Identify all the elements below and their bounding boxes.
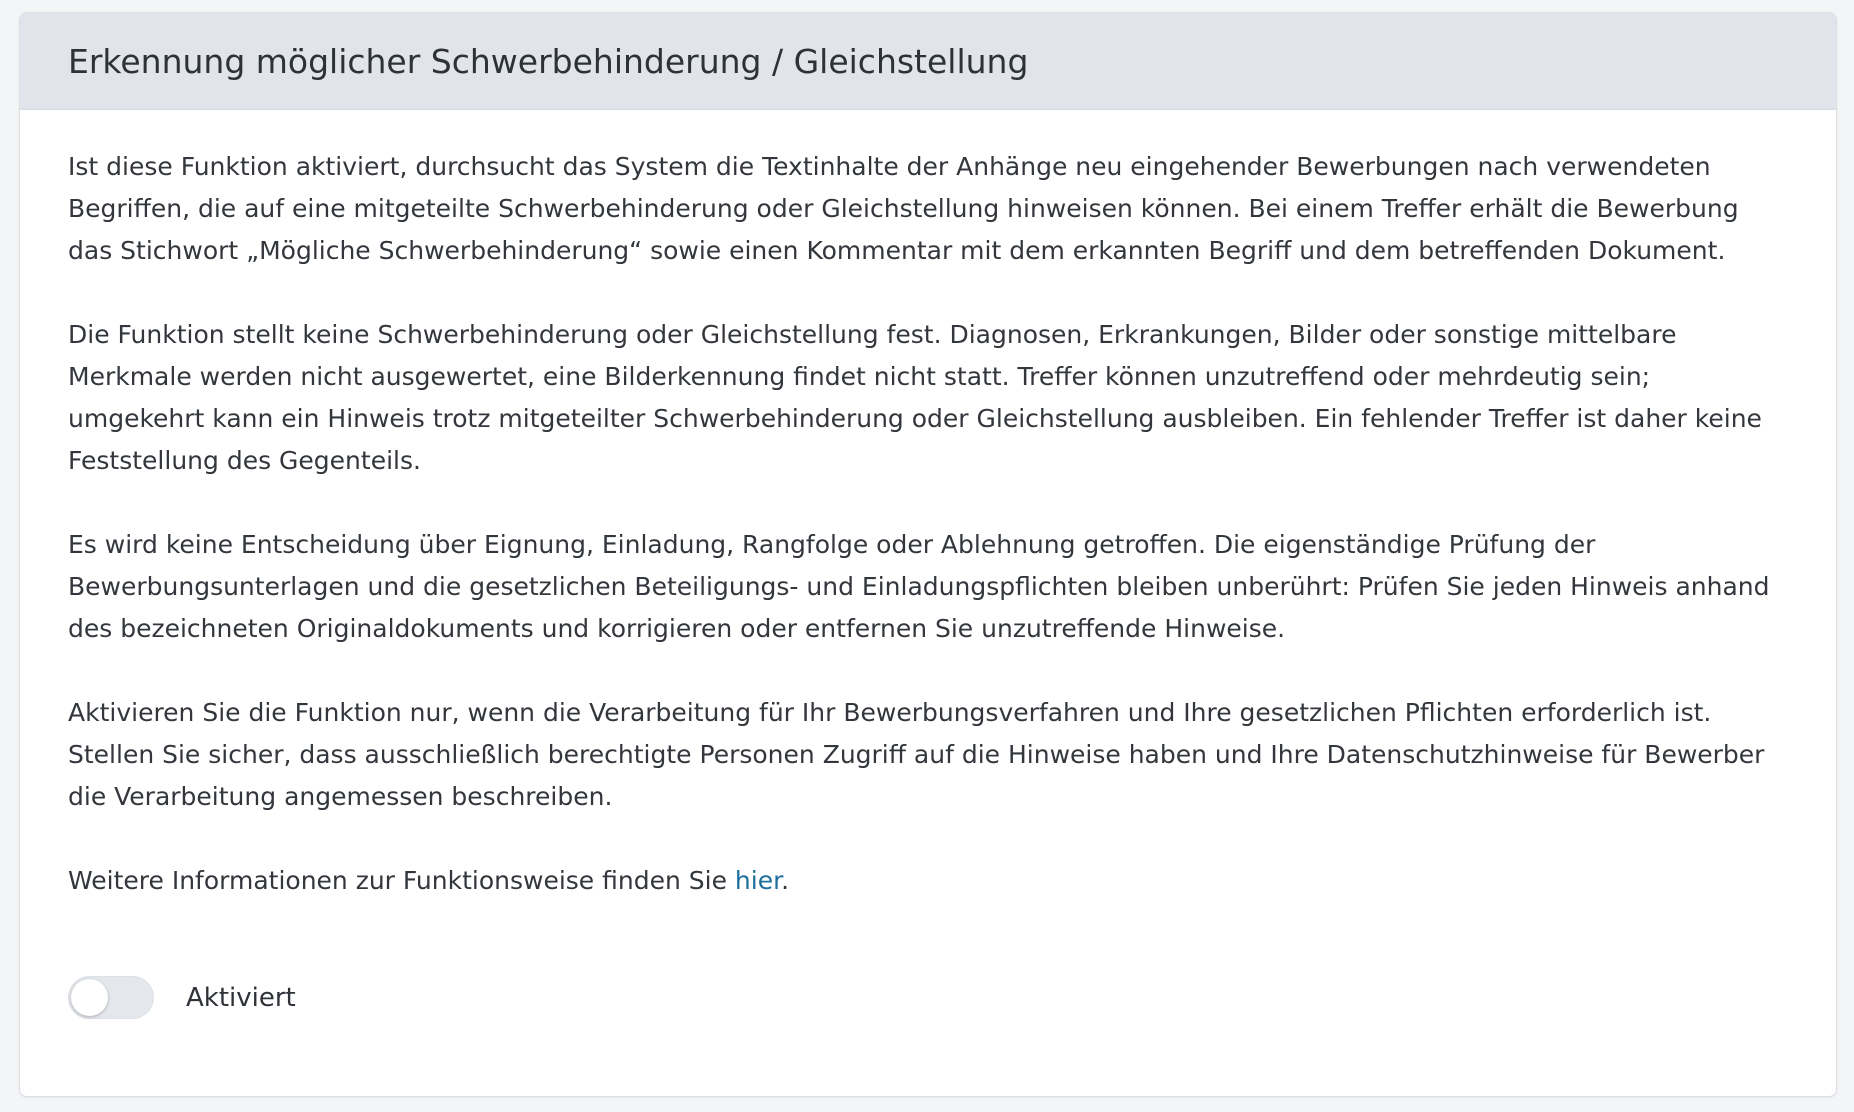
card-title: Erkennung möglicher Schwerbehinderung / Gleichstellung [68,41,1029,81]
more-info-prefix: Weitere Informationen zur Funktionsweise finden Sie [68,866,735,895]
description-paragraph-3: Es wird keine Entscheidung über Eignung, Einladung, Rangfolge oder Ablehnung getroffen. Die eigenständige Prüfung der Bewerbungsunterlagen und die gesetzlichen Beteiligungs- und Einladungspflichten bleiben unberührt: Prüfen Sie jeden Hinweis anhand des bezeichneten Originaldokuments und korrigieren oder entfernen Sie unzutreffende Hinweise. [68,530,1770,643]
toggle-knob [71,979,108,1016]
activation-toggle-label[interactable]: Aktiviert [186,982,296,1013]
more-info-paragraph [68,860,1788,902]
settings-card [19,12,1837,1097]
description-paragraph-1: Ist diese Funktion aktiviert, durchsucht das System die Textinhalte der Anhänge neu eingehender Bewerbungen nach verwendeten Begriffen, die auf eine mitgeteilte Schwerbehinderung oder Gleichstellung hinweisen können. Bei einem Treffer erhält die Bewerbung das Stichwort „Mögliche Schwerbehinderung“ sowie einen Kommentar mit dem erkannten Begriff und dem betreffenden Dokument. [68,152,1739,265]
activation-toggle[interactable] [68,976,154,1019]
more-info-link[interactable]: hier [734,866,782,895]
activation-toggle-row [68,976,1788,1019]
card-header [20,13,1836,110]
description-paragraph-2: Die Funktion stellt keine Schwerbehinderung oder Gleichstellung fest. Diagnosen, Erkrankungen, Bilder oder sonstige mittelbare Merkmale werden nicht ausgewertet, eine Bilderkennung findet nicht statt. Treffer können unzutreffend oder mehrdeutig sein; umgekehrt kann ein Hinweis trotz mitgeteilter Schwerbehinderung oder Gleichstellung ausbleiben. Ein fehlender Treffer ist daher keine Feststellung des Gegenteils. [68,320,1762,475]
description-paragraph-4: Aktivieren Sie die Funktion nur, wenn die Verarbeitung für Ihr Bewerbungsverfahren und Ihre gesetzlichen Pflichten erforderlich ist. Stellen Sie sicher, dass ausschließlich berechtigte Personen Zugriff auf die Hinweise haben und Ihre Datenschutzhinweise für Bewerber die Verarbeitung angemessen beschreiben. [68,698,1765,811]
more-info-suffix: . [781,866,790,895]
card-body [20,110,1836,1019]
